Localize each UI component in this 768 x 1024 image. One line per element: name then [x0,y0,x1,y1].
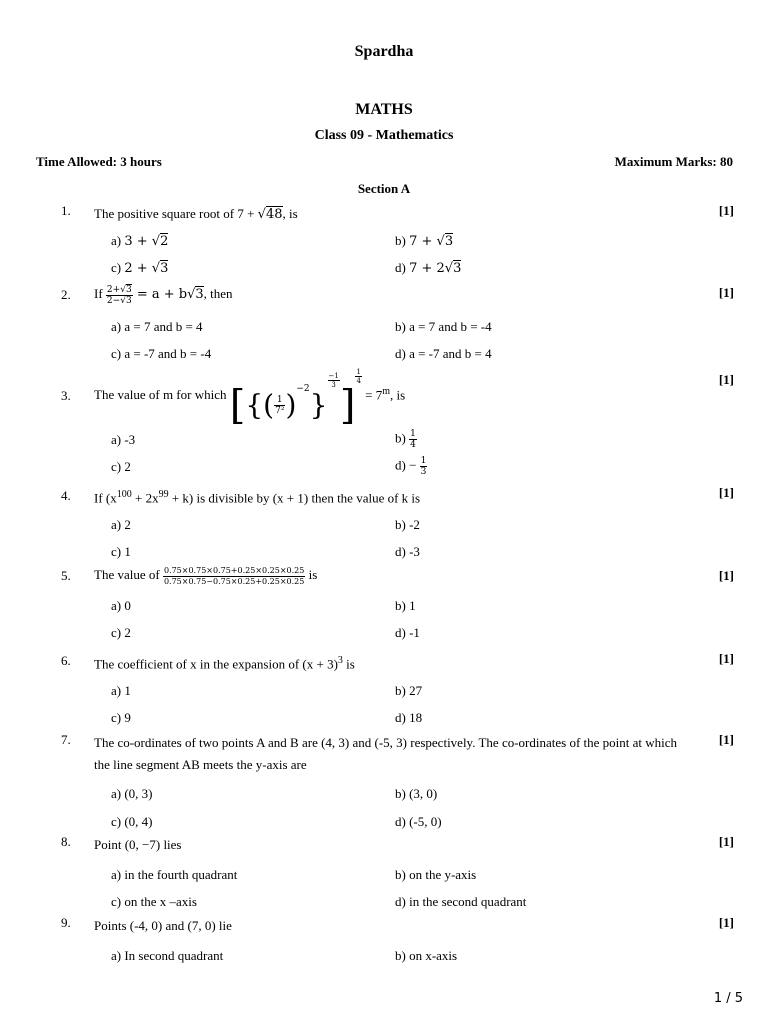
option-b: b) 27 [395,683,423,698]
option-d: d) -1 [395,625,420,640]
question-number: 3. [61,388,71,403]
option-d: d) 18 [395,710,423,725]
question-number: 1. [61,203,71,218]
question-text: The positive square root of 7 + √48, is [94,206,298,222]
question-mark: [1] [718,203,734,218]
option-a: a) a = 7 and b = 4 [111,319,203,334]
question-mark: [1] [718,568,734,583]
option-a: a) 0 [111,598,131,613]
option-c: c) 9 [111,710,131,725]
option-c: c) on the x –axis [111,894,197,909]
question-mark: [1] [718,834,734,849]
question-mark: [1] [718,732,734,747]
class-title: Class 09 - Mathematics [314,128,454,143]
option-d: d) 7 + 2√3 [395,260,462,276]
option-c: c) 1 [111,544,131,559]
option-a: a) in the fourth quadrant [111,867,238,882]
question-mark: [1] [718,485,734,500]
option-b: b) a = 7 and b = -4 [395,319,492,334]
subject-title: MATHS [355,101,413,118]
option-b: b) (3, 0) [395,786,438,801]
option-d: d) a = -7 and b = 4 [395,346,492,361]
option-a: a) -3 [111,432,136,447]
option-c: c) 2 [111,625,131,640]
question-number: 5. [61,568,71,583]
question-text: Points (-4, 0) and (7, 0) lie [94,918,232,933]
question-number: 8. [61,834,71,849]
question-number: 2. [61,287,71,302]
nested-exponent-expression: [{( $\frac{1}{\text{7²}}$ )$^{-2}$} $\frac{-1}{3}$ ] $\frac{1}{4}$ [229,368,361,429]
option-a: a) 2 [111,517,131,532]
option-c: c) 2 + √3 [111,260,169,276]
question-number: 9. [61,915,71,930]
section-heading: Section A [357,181,411,196]
maximum-marks: Maximum Marks: 80 [614,154,733,169]
question-text: The value of m for which [{( $\frac{1}{\text{7²}}$ )$^{-2}$} $\frac{-1}{3}$ ] $\frac{1}{4}$ = $7^m$, is [94,368,406,429]
option-b: b) on x-axis [395,948,458,963]
question-text: The value of $\frac{0.75\times 0.75\times 0.75+0.25\times 0.25\times 0.25}{0.75\times 0.75-0.75\times 0.25+0.25\times 0.25}$ is [94,565,318,586]
option-a: a) 1 [111,683,131,698]
question-mark: [1] [718,651,734,666]
option-c: c) (0, 4) [111,814,153,829]
question-mark: [1] [718,372,734,387]
option-d: d) in the second quadrant [395,894,527,909]
school-name: Spardha [354,43,414,60]
question-mark: [1] [718,915,734,930]
option-d: d) − $\frac{1}{3}$ [395,456,427,477]
fraction: $\frac{0.75\times 0.75\times 0.75+0.25\times 0.25\times 0.25}{0.75\times 0.75-0.75\times 0.25+0.25\times 0.25}$ [163,565,305,586]
option-b: b) -2 [395,517,420,532]
question-mark: [1] [718,285,734,300]
option-b: b) $\frac{1}{4}$ [395,429,416,450]
page-number: 1 / 5 [713,991,743,1006]
question-text: Point (0, −7) lies [94,837,182,852]
question-text: The coefficient of x in the expansion of $(x + 3)^3$ is [94,655,355,672]
option-b: b) on the y-axis [395,867,477,882]
question-text: The co-ordinates of two points A and B are (4, 3) and (-5, 3) respectively. The co-ordinates of the point at which the line segment AB meets the y-axis are [94,735,678,772]
question-text: If $(x^{100} + 2x^{99} + k)$ is divisible by (x + 1) then the value of k is [94,489,421,506]
question-text: If $\frac{2+√3}{2-√3}$ = a + b√3, then [94,284,233,306]
option-a: a) In second quadrant [111,948,224,963]
option-d: d) -3 [395,544,420,559]
question-number: 7. [61,732,71,747]
time-allowed: Time Allowed: 3 hours [36,154,162,169]
question-number: 4. [61,488,71,503]
option-c: c) a = -7 and b = -4 [111,346,212,361]
option-a: a) (0, 3) [111,786,153,801]
option-a: a) 3 + √2 [111,233,169,249]
option-b: b) 1 [395,598,416,613]
question-number: 6. [61,653,71,668]
option-d: d) (-5, 0) [395,814,442,829]
option-b: b) 7 + √3 [395,233,454,249]
option-c: c) 2 [111,459,131,474]
fraction: $\frac{2+√3}{2-√3}$ [106,284,132,306]
